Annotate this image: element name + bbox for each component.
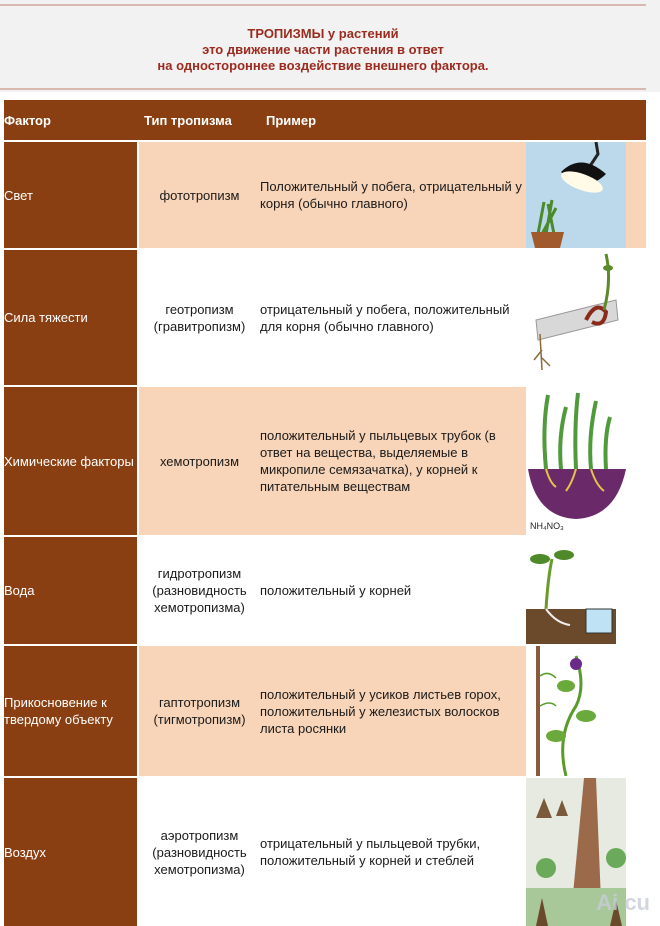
- type-cell: геотропизм (гравитропизм): [138, 249, 260, 386]
- title-line-2: это движение части растения в ответ: [202, 42, 444, 57]
- type-cell: аэротропизм (разновидность хемотропизма): [138, 777, 260, 926]
- pea-tendril-icon: [526, 645, 646, 777]
- page-header: [0, 0, 660, 92]
- title-line-3: на одностороннее воздействие внешнего фактора.: [157, 58, 489, 73]
- header-factor: Фактор: [4, 100, 138, 141]
- table-row: [4, 777, 646, 926]
- table-row: [4, 249, 646, 386]
- header-example: Пример: [260, 100, 526, 141]
- image-label: NH₄NO₃: [530, 521, 564, 531]
- factor-cell: Сила тяжести: [4, 249, 138, 386]
- table-row: [4, 645, 646, 777]
- example-cell: положительный у корней: [260, 536, 526, 645]
- title-line-1: ТРОПИЗМЫ у растений: [247, 26, 399, 41]
- table-row: [4, 141, 646, 249]
- seedling-water-icon: [526, 536, 646, 645]
- roots-bowl-icon: [526, 386, 646, 536]
- example-cell: положительный у пыльцевых трубок (в ответ на вещества, выделяемые в микропиле семязачатка), у корней к питательным веществам: [260, 386, 526, 536]
- type-cell: хемотропизм: [138, 386, 260, 536]
- factor-cell: Прикосновение к твердому объекту: [4, 645, 138, 777]
- table-row: [4, 536, 646, 645]
- header-type: Тип тропизма: [138, 100, 260, 141]
- lamp-plant-icon: [526, 141, 646, 249]
- example-cell: отрицательный у побега, положительный для корня (обычно главного): [260, 249, 526, 386]
- example-cell: Положительный у побега, отрицательный у корня (обычно главного): [260, 141, 526, 249]
- header-top-rule: [0, 4, 646, 6]
- table-header-row: [4, 100, 646, 141]
- factor-cell: Воздух: [4, 777, 138, 926]
- watermark: Ai cu: [596, 890, 650, 915]
- header-image: [526, 100, 646, 141]
- header-bottom-rule: [0, 88, 646, 90]
- factor-cell: Химические факторы: [4, 386, 138, 536]
- seedling-tube-icon: [526, 249, 646, 386]
- type-cell: гидротропизм (разновидность хемотропизма): [138, 536, 260, 645]
- example-cell: отрицательный у пыльцевой трубки, положительный у корней и стеблей: [260, 777, 526, 926]
- factor-cell: Свет: [4, 141, 138, 249]
- type-cell: фототропизм: [138, 141, 260, 249]
- factor-cell: Вода: [4, 536, 138, 645]
- type-cell: гаптотропизм (тигмотропизм): [138, 645, 260, 777]
- example-cell: положительный у усиков листьев горох, положительный у железистых волосков листа росянки: [260, 645, 526, 777]
- page-title: [0, 26, 646, 74]
- table-row: [4, 386, 646, 536]
- tropism-table: [4, 100, 646, 926]
